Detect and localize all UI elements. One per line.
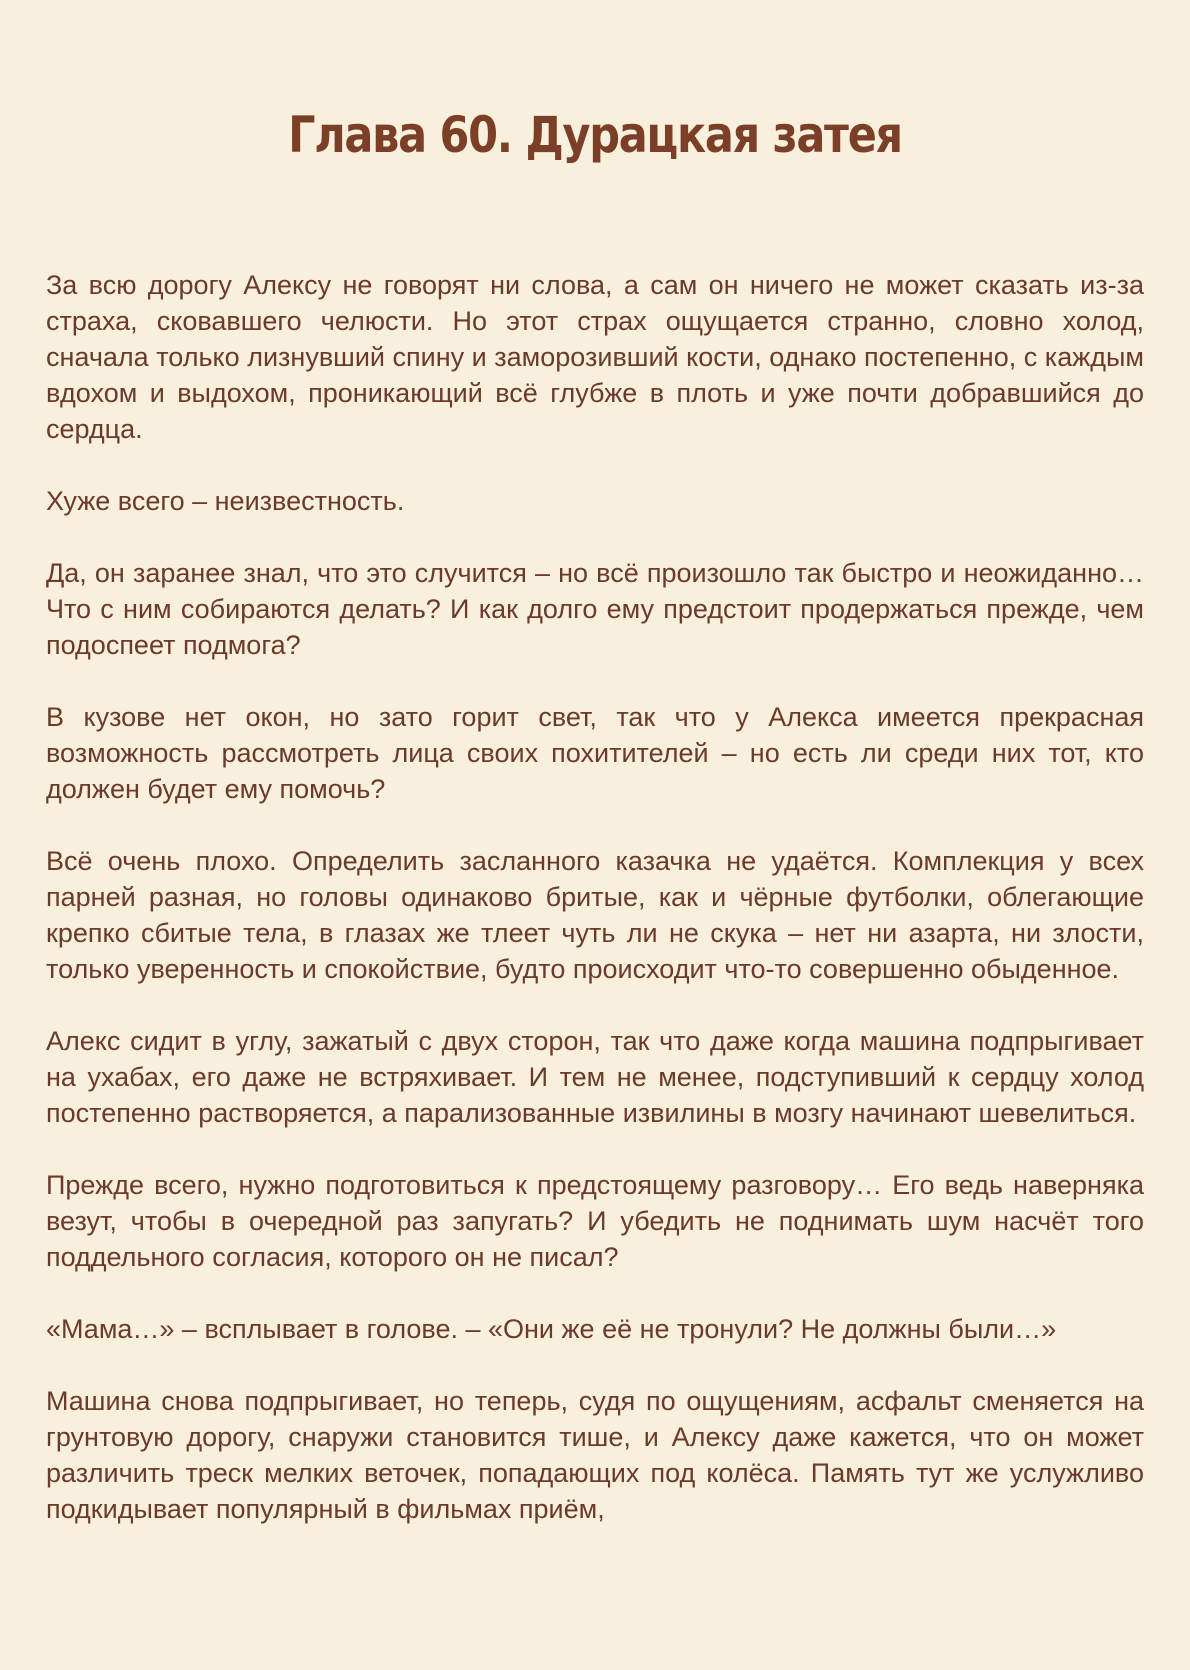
paragraph-4: В кузове нет окон, но зато горит свет, так что у Алекса имеется прекрасная возможность рассмотреть лица своих похитителей – но есть ли среди них тот, кто должен будет ему помочь? [46, 702, 1144, 804]
paragraph-6: Алекс сидит в углу, зажатый с двух сторон, так что даже когда машина подпрыгивает на ухабах, его даже не встряхивает. И тем не менее, подступивший к сердцу холод постепенно растворяется, а парализованные извилины в мозгу начинают шевелиться. [46, 1026, 1144, 1128]
paragraph-1: За всю дорогу Алексу не говорят ни слова, а сам он ничего не может сказать из-за страха, сковавшего челюсти. Но этот страх ощущается странно, словно холод, сначала только лизнувший спину и заморозивший кости, однако постепенно, с каждым вдохом и выдохом, проникающий всё глубже в плоть и уже почти добравшийся до сердца. [46, 270, 1144, 444]
paragraph-7: Прежде всего, нужно подготовиться к предстоящему разговору… Его ведь наверняка везут, чтобы в очередной раз запугать? И убедить не поднимать шум насчёт того поддельного согласия, которого он не писал? [46, 1170, 1144, 1272]
chapter-text [46, 267, 1144, 1527]
chapter-title: Глава 60. Дурацкая затея [288, 106, 902, 164]
paragraph-9: Машина снова подпрыгивает, но теперь, судя по ощущениям, асфальт сменяется на грунтовую дорогу, снаружи становится тише, и Алексу даже кажется, что он может различить треск мелких веточек, попадающих под колёса. Память тут же услужливо подкидывает популярный в фильмах приём, [46, 1386, 1144, 1524]
paragraph-2: Хуже всего – неизвестность. [46, 486, 405, 516]
paragraph-5: Всё очень плохо. Определить засланного казачка не удаётся. Комплекция у всех парней разная, но головы одинаково бритые, как и чёрные футболки, облегающие крепко сбитые тела, в глазах же тлеет чуть ли не скука – нет ни азарта, ни злости, только уверенность и спокойствие, будто происходит что-то совершенно обыденное. [46, 846, 1144, 984]
paragraph-3: Да, он заранее знал, что это случится – но всё произошло так быстро и неожиданно… Что с ним собираются делать? И как долго ему предстоит продержаться прежде, чем подоспеет подмога? [46, 558, 1144, 660]
paragraph-8: «Мама…» – всплывает в голове. – «Они же её не тронули? Не должны были…» [46, 1314, 1057, 1344]
